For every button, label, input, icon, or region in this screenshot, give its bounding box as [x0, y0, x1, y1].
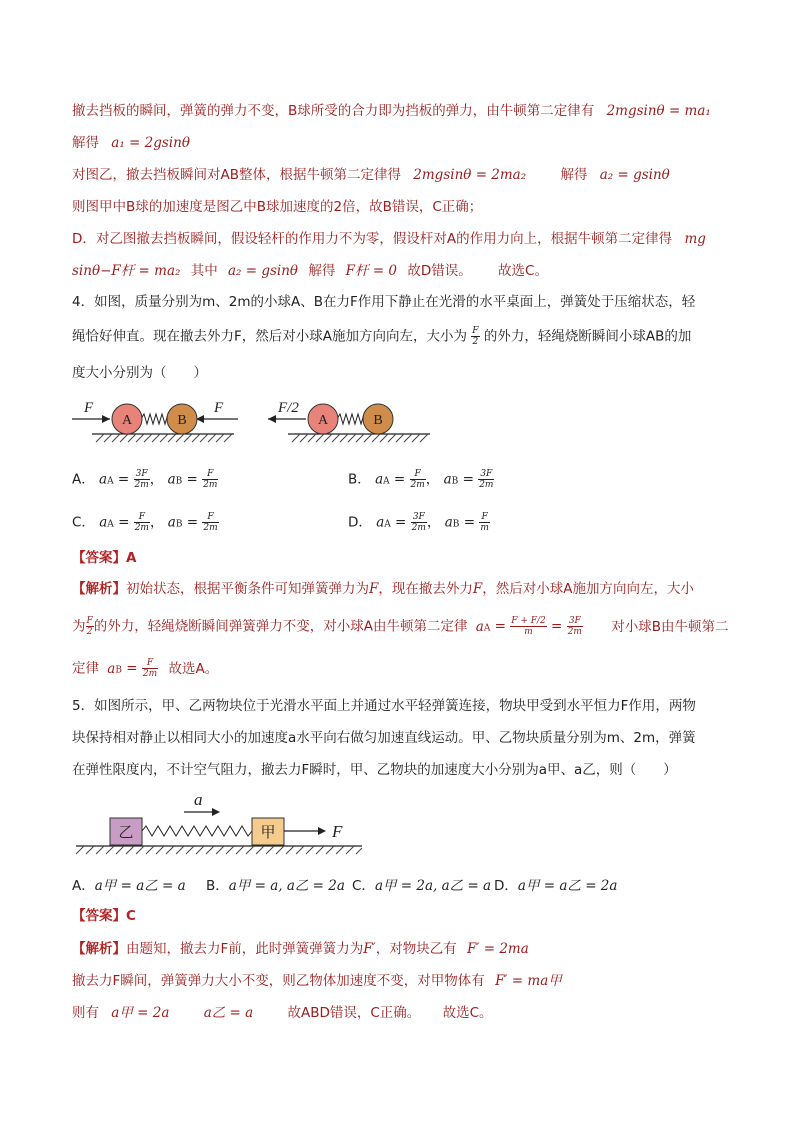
q3-l6-text2: 解得	[308, 263, 336, 279]
q3-l5-text: D．对乙图撤去挡板瞬间，假设轻杆的作用力不为零，假设杆对A的作用力向上，根据牛顿第二定律得	[72, 231, 673, 247]
q4-analysis-line-2: 为 $\frac{F}{2}$ 的外力，轻绳烧断瞬间弹簧弹力不变，对小球A由牛顿第二定律 aA = $\frac{F + F/2}{m}$ = $\frac{3F}{2m}$ 对小球B由牛顿第二	[72, 616, 729, 637]
q4-option-a-ab-den: 2m	[203, 480, 218, 490]
q5-block-jia-label: 甲	[260, 823, 276, 841]
q4-stem-l3: 度大小分别为（ ）	[72, 365, 207, 381]
q5-analysis-line-2	[72, 971, 562, 991]
q5-option-d[interactable]	[494, 876, 617, 896]
q4-option-c-aa-num: F	[134, 512, 150, 523]
q4-option-c-letter: C．	[72, 514, 95, 531]
q4-option-a-ab-num: F	[202, 469, 218, 480]
q3-line-1	[72, 101, 711, 121]
q5-stem-l2: 块保持相对静止以相同大小的加速度a水平向右做匀加速直线运动。甲、乙物块质量分别为m、2m，弹簧	[72, 730, 696, 746]
q4-stem-frac-num: F	[472, 326, 479, 336]
q5-option-c[interactable]	[352, 876, 491, 896]
q3-l4-text: 则图甲中B球的加速度是图乙中B球加速度的2倍，故B错误，C正确；	[72, 199, 483, 215]
q5-option-d-letter: D．	[494, 878, 518, 894]
q4-stem-l1: 4．如图，质量分别为m、2m的小球A、B在力F作用下静止在光滑的水平桌面上，弹簧处于压缩状态，轻	[72, 294, 696, 310]
q4-option-d-letter: D．	[348, 514, 372, 531]
q3-l6-text1: 其中	[190, 263, 218, 279]
q4-an-l2-frac-num: F	[86, 616, 93, 626]
q5-option-a-text: a甲 = a乙 = a	[94, 878, 186, 894]
q5-an-l2-eq: F′ = ma甲	[495, 973, 562, 989]
q3-line-6	[72, 261, 548, 281]
q4-stem-line-3	[72, 363, 207, 383]
q3-l3-equation: 2mgsinθ = 2ma₂	[413, 167, 527, 183]
q3-l5-equation: mg	[684, 231, 706, 247]
q5-figure	[74, 790, 364, 858]
q5-an-l3-eq2: a乙 = a	[203, 1005, 254, 1021]
q5-stem-line-2	[72, 728, 696, 748]
q4-option-b-letter: B．	[348, 471, 371, 488]
q5-stem-l1: 5．如图所示，甲、乙两物块位于光滑水平面上并通过水平轻弹簧连接，物块甲受到水平恒力F作用，两物	[72, 698, 696, 714]
q5-analysis-label: 【解析】	[72, 941, 126, 957]
q3-line-4	[72, 197, 482, 217]
q4-fig-right-ball-b-label: B	[373, 413, 383, 428]
q3-l3-text: 对图乙，撤去挡板瞬间对AB整体，根据牛顿第二定律得	[72, 167, 401, 183]
q4-answer-label: 【答案】	[72, 550, 126, 566]
q4-an-l3-num: F	[142, 658, 158, 669]
q3-l3-equation2: a₂ = gsinθ	[599, 167, 670, 183]
q4-fig-right-f-half: F/2	[278, 400, 299, 416]
q3-line-3	[72, 165, 670, 185]
q5-fig-label-f: F	[332, 822, 343, 841]
q5-option-b[interactable]	[206, 876, 345, 896]
q5-answer-value: C	[126, 908, 136, 924]
q4-an-l1c: ，然后对小球A施加方向向左，大小	[482, 581, 694, 597]
q4-stem-frac-den: 2	[472, 337, 479, 347]
q4-an-l3-den: 2m	[142, 669, 158, 679]
q4-option-b-ab-den: 2m	[479, 480, 494, 490]
q5-an-l3a: 则有	[72, 1005, 99, 1021]
q3-line-5	[72, 229, 706, 249]
q4-figure-left	[72, 396, 238, 444]
q5-analysis-line-3	[72, 1003, 493, 1023]
q4-option-c[interactable]: C． aA = $\frac{F}{2m}$ ， aB = $\frac{F}{2m}$	[72, 512, 218, 533]
q5-option-c-letter: C．	[352, 878, 375, 894]
q4-an-l2-frac-den: 2	[86, 627, 93, 637]
q5-answer	[72, 906, 136, 926]
q4-an-l2c: 对小球B由牛顿第二	[611, 618, 729, 635]
q4-option-c-ab-num: F	[202, 512, 218, 523]
q4-option-c-ab-den: 2m	[203, 523, 218, 533]
q3-l3-text2: 解得	[560, 167, 588, 183]
q5-fig-label-a: a	[194, 790, 203, 809]
q4-option-d-aa-num: 3F	[411, 512, 427, 523]
q4-answer	[72, 548, 136, 568]
q4-an-l2-eq-den: m	[524, 627, 533, 637]
q5-option-c-text: a甲 = 2a, a乙 = a	[374, 878, 492, 894]
q4-analysis-label: 【解析】	[72, 581, 126, 597]
q4-option-d-ab-den: m	[480, 523, 489, 533]
q3-line-2	[72, 133, 190, 153]
q5-an-l1b: ，对物块乙有	[375, 941, 457, 957]
q3-l1-text: 撤去挡板的瞬间，弹簧的弹力不变，B球所受的合力即为挡板的弹力，由牛顿第二定律有	[72, 103, 595, 119]
q4-option-c-aa-den: 2m	[134, 523, 149, 533]
q4-an-l2-eq-num: F + F/2	[511, 616, 546, 626]
q4-option-a[interactable]: A． aA = $\frac{3F}{2m}$ ， aB = $\frac{F}{2m}$	[72, 469, 218, 490]
q4-an-l2a: 为	[72, 618, 86, 635]
q5-stem-line-1	[72, 696, 696, 716]
q5-an-l3-eq1: a甲 = 2a	[111, 1005, 170, 1021]
q4-analysis-line-1	[72, 579, 694, 599]
q3-l6-text4: 故选C。	[498, 263, 548, 279]
q5-option-b-text: a甲 = a, a乙 = 2a	[228, 878, 345, 894]
q4-option-a-letter: A．	[72, 471, 95, 488]
q4-option-d-ab-num: F	[479, 512, 490, 523]
q4-an-l3a: 定律	[72, 660, 99, 677]
q5-stem-line-3	[72, 760, 677, 780]
q4-an-l2-eq-res-num: 3F	[567, 616, 583, 627]
q4-an-l2-eq-lhs: a	[475, 618, 484, 635]
q5-stem-l3: 在弹性限度内，不计空气阻力，撤去力F瞬时，甲、乙物块的加速度大小分别为a甲、a乙，则（ ）	[72, 762, 677, 778]
q4-option-b-aa-num: F	[410, 469, 426, 480]
q5-option-a-letter: A．	[72, 878, 95, 894]
q4-fig-left-ball-b-label: B	[177, 413, 187, 428]
q4-fig-left-f-right: F	[214, 400, 224, 416]
q5-an-l1-eq: F′ = 2ma	[467, 941, 529, 957]
q5-an-l2a: 撤去力F瞬间，弹簧弹力大小不变，则乙物体加速度不变，对甲物体有	[72, 973, 485, 989]
q4-an-l1b: ，现在撤去外力	[378, 581, 473, 597]
q4-option-b[interactable]: B． aA = $\frac{F}{2m}$ ， aB = $\frac{3F}{2m}$	[348, 469, 494, 490]
q4-an-l2-fraction	[86, 616, 94, 637]
q4-fig-left-ball-a-label: A	[121, 413, 133, 428]
q3-l2-text: 解得	[72, 135, 99, 151]
q5-an-l1a: 由题知，撤去力F前，此时弹簧弹簧力为	[126, 941, 364, 957]
q5-option-a[interactable]	[72, 876, 186, 896]
q4-fig-left-f-left: F	[84, 400, 94, 416]
q4-figure-right	[268, 396, 432, 444]
q4-option-d-aa-den: 2m	[411, 523, 426, 533]
q5-option-b-letter: B．	[206, 878, 229, 894]
q4-an-l3b: 故选A。	[168, 660, 219, 677]
q3-l1-equation: 2mgsinθ = ma₁	[606, 103, 711, 119]
q4-an-l2-eq-res-den: 2m	[567, 627, 582, 637]
q3-l6-text3: 故D错误。	[407, 263, 472, 279]
q4-answer-value: A	[126, 550, 137, 566]
q4-analysis-line-3: 定律 aB = $\frac{F}{2m}$ 故选A。	[72, 658, 219, 679]
q4-stem-line-1	[72, 292, 695, 312]
q5-an-l3c: 故选C。	[442, 1005, 493, 1021]
q4-an-l2b: 的外力，轻绳烧断瞬间弹簧弹力不变，对小球A由牛顿第二定律	[93, 618, 468, 635]
q4-an-l1a: 初始状态，根据平衡条件可知弹簧弹力为	[126, 581, 369, 597]
q5-an-l3b: 故ABD错误，C正确。	[287, 1005, 421, 1021]
q4-stem-l2a: 绳恰好伸直。现在撤去外力F，然后对小球A施加方向向左，大小为	[72, 328, 467, 345]
q4-stem-fraction	[471, 326, 479, 347]
q4-option-b-ab-num: 3F	[478, 469, 494, 480]
q4-option-a-aa-num: 3F	[134, 469, 150, 480]
q3-l6-equation1: sinθ−F杆 = ma₂	[72, 263, 181, 279]
q5-answer-label: 【答案】	[72, 908, 126, 924]
q4-option-b-aa-den: 2m	[410, 480, 425, 490]
q3-l6-equation2: a₂ = gsinθ	[228, 263, 299, 279]
q5-option-d-text: a甲 = a乙 = 2a	[517, 878, 618, 894]
q4-fig-right-ball-a-label: A	[317, 413, 329, 428]
q5-an-l1-f: F′	[363, 941, 376, 957]
q4-option-a-aa-den: 2m	[134, 480, 149, 490]
q3-l6-equation3: F杆 = 0	[345, 263, 398, 279]
q5-block-yi-label: 乙	[118, 823, 134, 841]
q4-an-l1-f2: F	[472, 581, 483, 597]
q4-option-d[interactable]: D． aA = $\frac{3F}{2m}$ ， aB = $\frac{F}{m}$	[348, 512, 489, 533]
q4-stem-line-2	[72, 326, 691, 347]
q4-an-l1-f: F	[369, 581, 379, 597]
q3-l2-equation: a₁ = 2gsinθ	[111, 135, 190, 151]
q5-analysis-line-1	[72, 939, 529, 959]
q4-stem-l2b: 的外力，轻绳烧断瞬间小球AB的加	[483, 328, 692, 345]
